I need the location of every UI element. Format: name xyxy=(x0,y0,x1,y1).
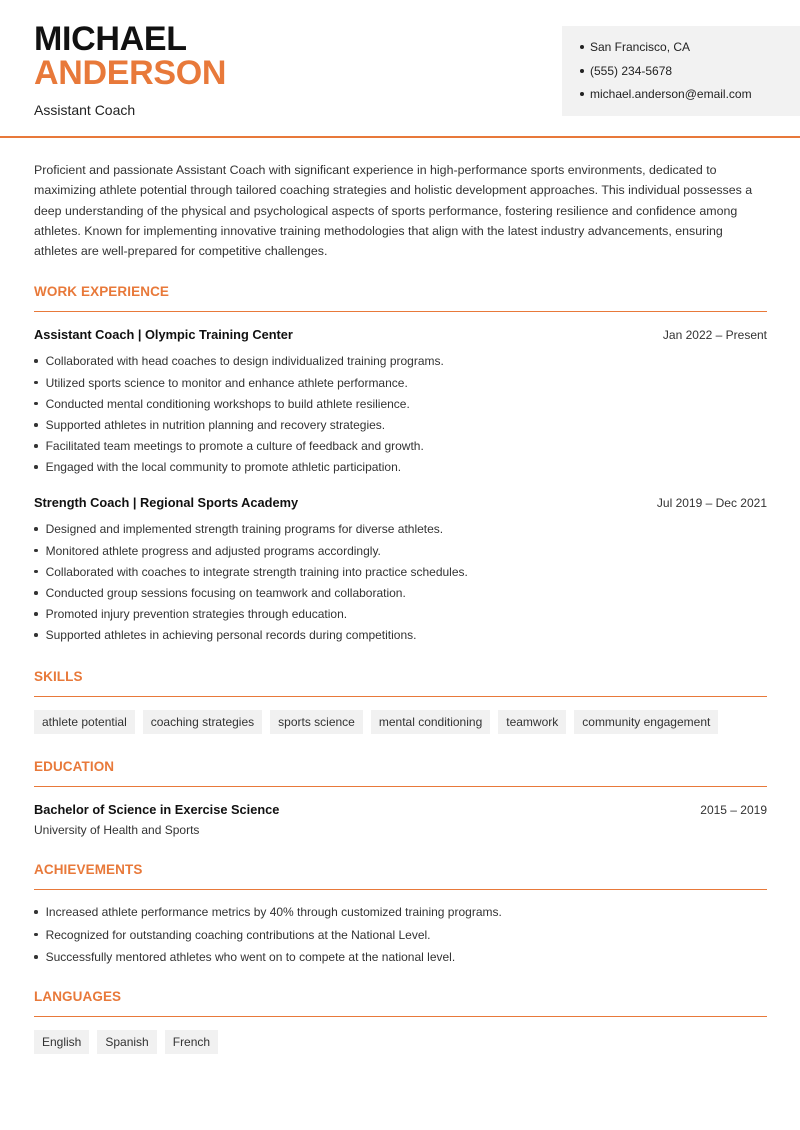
resume-body xyxy=(34,160,767,1054)
skill-tag: teamwork xyxy=(498,710,566,734)
language-tag: English xyxy=(34,1030,89,1054)
section-divider xyxy=(34,696,767,697)
achievement-text: Increased athlete performance metrics by 40% through customized training programs. xyxy=(45,905,502,920)
bullet-icon xyxy=(34,444,38,448)
bullet-icon xyxy=(34,933,38,937)
education-entry xyxy=(34,802,767,837)
bullet-icon xyxy=(580,45,584,49)
skill-tag: mental conditioning xyxy=(371,710,490,734)
contact-email-text: michael.anderson@email.com xyxy=(590,87,752,101)
contact-list xyxy=(580,40,752,111)
contact-phone-text: (555) 234-5678 xyxy=(590,63,673,78)
bullet-icon xyxy=(34,527,38,531)
bullet-icon xyxy=(34,955,38,959)
job-bullet-text: Collaborated with coaches to integrate strength training into practice schedules. xyxy=(45,564,468,579)
contact-phone xyxy=(580,64,752,88)
languages-tags xyxy=(34,1030,767,1054)
job-bullet xyxy=(34,607,767,628)
section-title-work: WORK EXPERIENCE xyxy=(34,284,170,300)
language-tag: Spanish xyxy=(97,1030,156,1054)
achievements-section xyxy=(34,862,767,964)
bullet-icon xyxy=(34,591,38,595)
contact-email xyxy=(580,87,752,111)
job-entry xyxy=(34,327,767,474)
achievement-item xyxy=(34,928,767,951)
skills-tags xyxy=(34,710,767,734)
bullet-icon xyxy=(580,92,584,96)
job-dates: Jul 2019 – Dec 2021 xyxy=(656,496,767,511)
job-bullet xyxy=(34,418,767,439)
job-bullet-text: Supported athletes in achieving personal records during competitions. xyxy=(45,628,417,643)
skill-tag: community engagement xyxy=(574,710,718,734)
job-bullet-text: Utilized sports science to monitor and enhance athlete performance. xyxy=(45,375,408,390)
job-bullet xyxy=(34,376,767,397)
resume-header xyxy=(0,0,800,138)
professional-summary: Proficient and passionate Assistant Coach with significant experience in high-performance sports environments, dedicated to maximizing athlete potential through tailored coaching strategies and holistic development approaches. This individual possesses a deep understanding of the physical and psychological aspects of sports performance, fostering resilience and confidence among athletes. Known for implementing innovative training methodologies that align with the latest industry advancements, ensuring athletes are well-prepared for competitive challenges. xyxy=(34,163,753,259)
skill-tag: athlete potential xyxy=(34,710,135,734)
job-role: Strength Coach | Regional Sports Academy xyxy=(34,495,299,511)
bullet-icon xyxy=(34,381,38,385)
job-header xyxy=(34,327,767,342)
achievement-item xyxy=(34,905,767,928)
work-experience-section xyxy=(34,284,767,642)
section-divider xyxy=(34,311,767,312)
achievements-list xyxy=(34,905,767,964)
bullet-icon xyxy=(34,423,38,427)
bullet-icon xyxy=(34,570,38,574)
contact-location xyxy=(580,40,752,64)
section-title-skills: SKILLS xyxy=(34,669,83,685)
job-bullet-text: Conducted mental conditioning workshops to build athlete resilience. xyxy=(45,396,410,411)
job-bullet xyxy=(34,460,767,474)
job-dates: Jan 2022 – Present xyxy=(662,328,767,343)
bullet-icon xyxy=(34,402,38,406)
bullet-icon xyxy=(34,465,38,469)
job-entry xyxy=(34,495,767,642)
skill-tag: sports science xyxy=(270,710,363,734)
job-bullet xyxy=(34,565,767,586)
name-block xyxy=(34,22,226,118)
contact-location-text: San Francisco, CA xyxy=(590,40,691,54)
section-title-languages: LANGUAGES xyxy=(34,989,122,1005)
last-name: ANDERSON xyxy=(34,54,227,92)
job-bullet xyxy=(34,586,767,607)
job-bullet xyxy=(34,628,767,642)
section-title-education: EDUCATION xyxy=(34,759,115,775)
bullet-icon xyxy=(580,69,584,73)
job-bullet-text: Collaborated with head coaches to design individualized training programs. xyxy=(45,354,444,369)
achievement-text: Successfully mentored athletes who went on to compete at the national level. xyxy=(45,950,456,965)
section-divider xyxy=(34,1016,767,1017)
achievement-text: Recognized for outstanding coaching contributions at the National Level. xyxy=(45,927,431,942)
education-section xyxy=(34,759,767,837)
bullet-icon xyxy=(34,359,38,363)
job-bullet xyxy=(34,397,767,418)
bullet-icon xyxy=(34,612,38,616)
job-bullet-text: Promoted injury prevention strategies through education. xyxy=(45,607,348,622)
job-bullets xyxy=(34,354,767,474)
job-header xyxy=(34,495,767,510)
bullet-icon xyxy=(34,633,38,637)
section-title-achievements: ACHIEVEMENTS xyxy=(34,862,143,878)
job-bullets xyxy=(34,522,767,642)
job-bullet xyxy=(34,522,767,543)
languages-section xyxy=(34,989,767,1054)
education-header xyxy=(34,802,767,817)
education-dates: 2015 – 2019 xyxy=(700,803,767,818)
education-school: University of Health and Sports xyxy=(34,823,200,838)
job-bullet-text: Facilitated team meetings to promote a culture of feedback and growth. xyxy=(45,439,424,454)
job-bullet-text: Designed and implemented strength training programs for diverse athletes. xyxy=(45,522,444,537)
section-divider xyxy=(34,889,767,890)
job-bullet-text: Conducted group sessions focusing on teamwork and collaboration. xyxy=(45,585,406,600)
education-degree: Bachelor of Science in Exercise Science xyxy=(34,802,280,818)
contact-box xyxy=(562,26,800,116)
achievement-item xyxy=(34,950,767,964)
job-bullet xyxy=(34,354,767,375)
section-divider xyxy=(34,786,767,787)
job-bullet-text: Supported athletes in nutrition planning and recovery strategies. xyxy=(45,418,386,433)
job-role: Assistant Coach | Olympic Training Center xyxy=(34,327,293,343)
bullet-icon xyxy=(34,910,38,914)
language-tag: French xyxy=(165,1030,218,1054)
bullet-icon xyxy=(34,549,38,553)
skills-section xyxy=(34,669,767,734)
job-bullet xyxy=(34,439,767,460)
first-name: MICHAEL xyxy=(34,20,187,58)
job-title: Assistant Coach xyxy=(34,102,136,118)
job-bullet-text: Monitored athlete progress and adjusted programs accordingly. xyxy=(45,543,381,558)
job-bullet-text: Engaged with the local community to promote athletic participation. xyxy=(45,460,402,475)
skill-tag: coaching strategies xyxy=(143,710,262,734)
job-bullet xyxy=(34,544,767,565)
